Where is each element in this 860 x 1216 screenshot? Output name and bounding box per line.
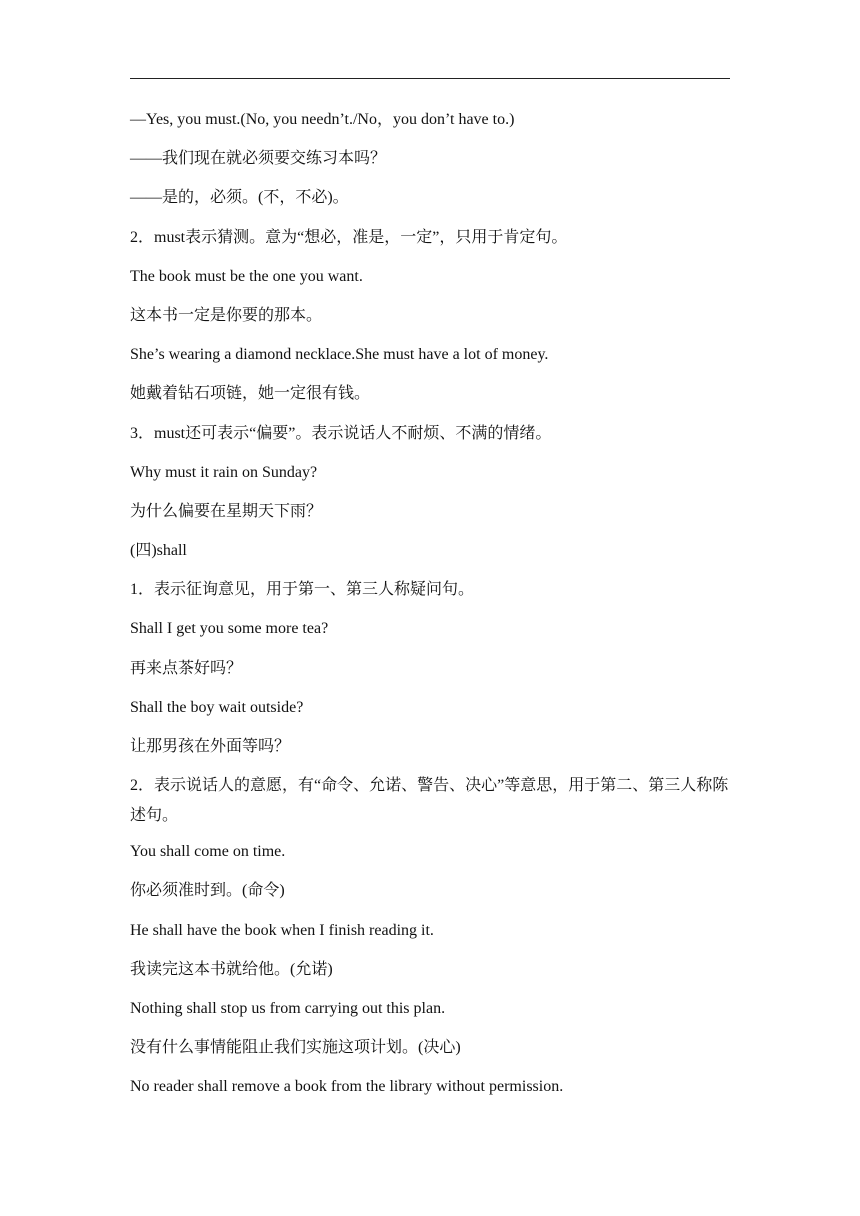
text-line: —Yes, you must.(No, you needn’t./No，you don’t have to.) (130, 111, 515, 128)
section-point: 3．must还可表示“偏要”。表示说话人不耐烦、不满的情绪。 (130, 424, 552, 442)
example-chinese: 我读完这本书就给他。(允诺) (130, 960, 333, 978)
section-point: 1．表示征询意见，用于第一、第三人称疑问句。 (130, 581, 475, 599)
example-chinese: 你必须准时到。(命令) (130, 882, 285, 900)
example-english: She’s wearing a diamond necklace.She must have a lot of money. (130, 346, 549, 364)
example-english: The book must be the one you want. (130, 267, 363, 285)
section-point: 2．表示说话人的意愿，有“命令、允诺、警告、决心”等意思，用于第二、第三人称陈述句。 (130, 777, 729, 825)
section-heading: (四)shall (130, 542, 187, 560)
example-chinese: 这本书一定是你要的那本。 (130, 306, 323, 324)
example-english: Shall I get you some more tea? (130, 620, 329, 638)
example-chinese: 让那男孩在外面等吗？ (130, 738, 291, 755)
document-body (130, 108, 730, 1115)
section-point: 2．must表示猜测。意为“想必，准是，一定”，只用于肯定句。 (130, 228, 568, 246)
example-english: No reader shall remove a book from the library without permission. (130, 1078, 564, 1096)
example-english: Nothing shall stop us from carrying out this plan. (130, 999, 446, 1017)
header-rule (130, 78, 730, 79)
example-english: Why must it rain on Sunday? (130, 463, 318, 481)
text-line: ——我们现在就必须要交练习本吗？ (130, 150, 387, 168)
example-english: He shall have the book when I finish reading it. (130, 921, 434, 939)
example-chinese: 为什么偏要在星期天下雨？ (130, 502, 323, 520)
example-english: Shall the boy wait outside? (130, 698, 304, 716)
text-line: ——是的，必须。(不，不必)。 (130, 189, 349, 207)
example-chinese: 没有什么事情能阻止我们实施这项计划。(决心) (130, 1039, 461, 1057)
example-english: You shall come on time. (130, 843, 286, 861)
example-chinese: 她戴着钻石项链，她一定很有钱。 (130, 385, 371, 403)
example-chinese: 再来点茶好吗？ (130, 659, 243, 677)
